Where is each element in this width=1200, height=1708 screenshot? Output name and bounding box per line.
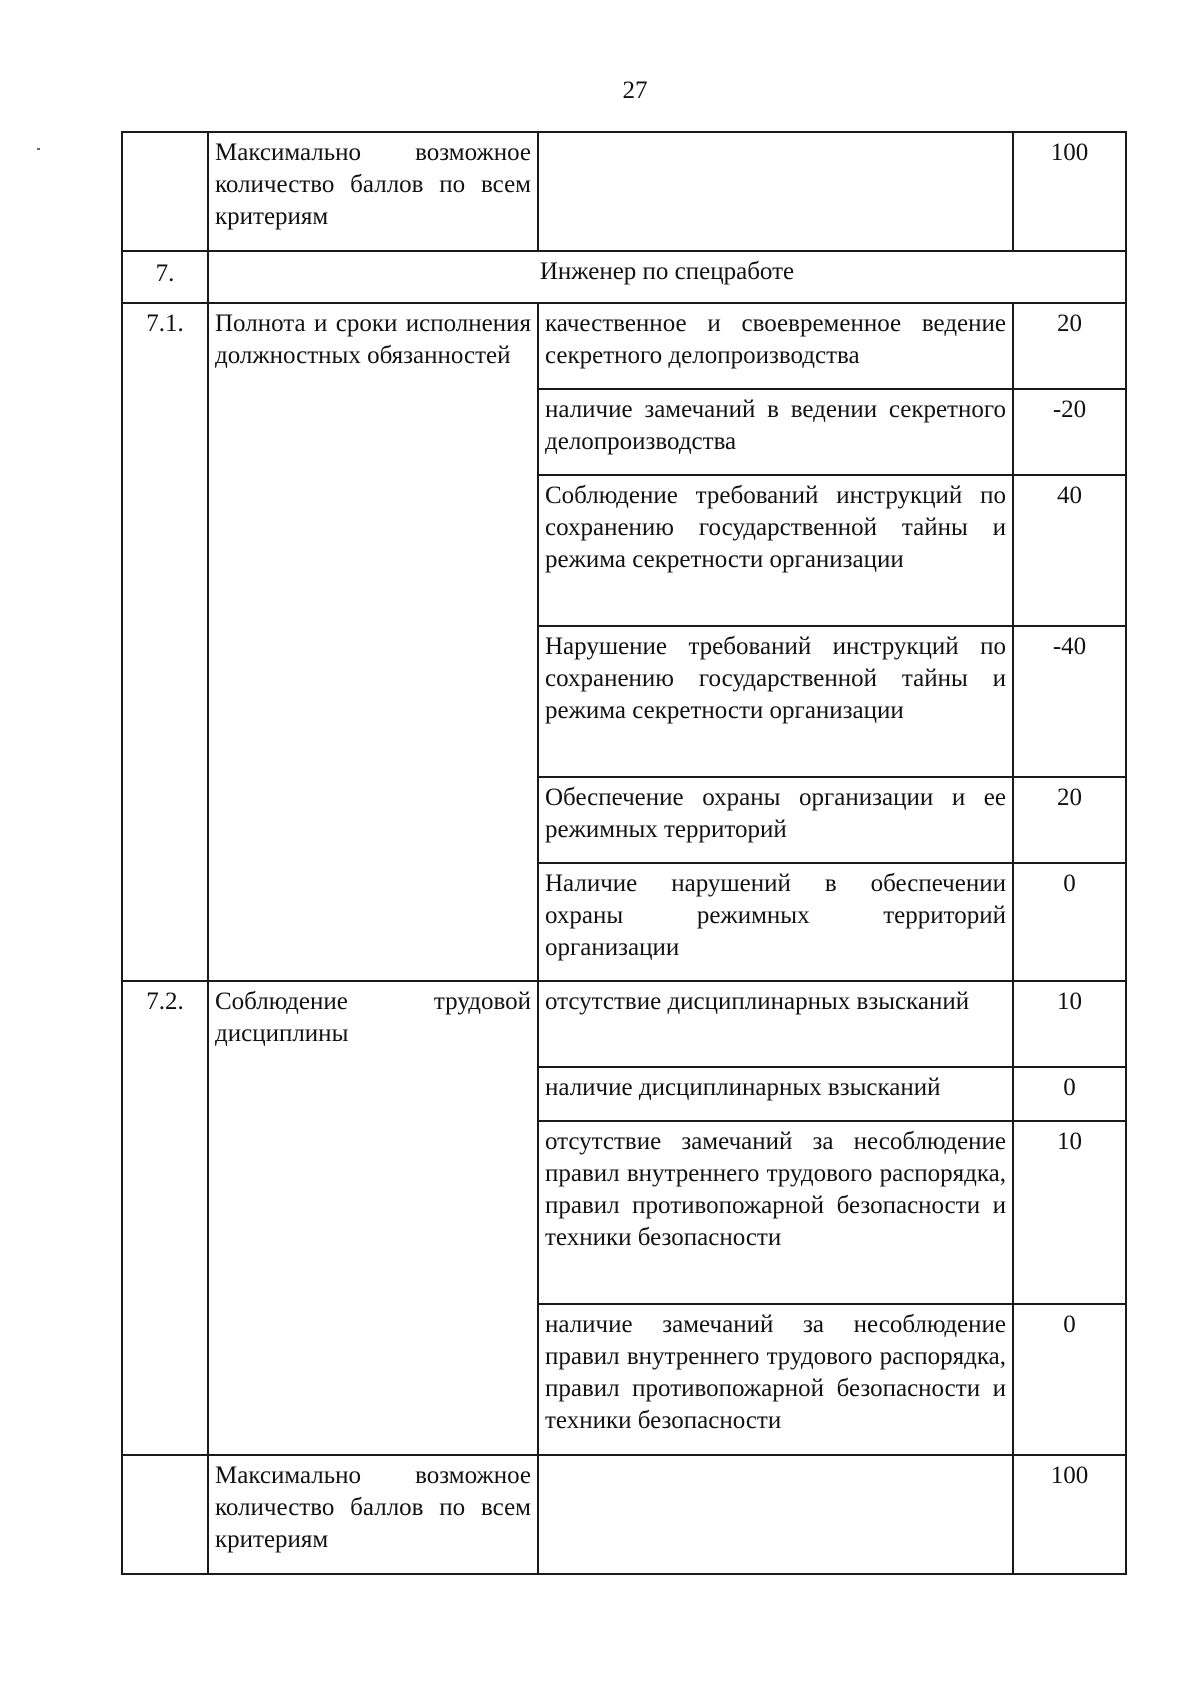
indicator-points: 20 [1013,777,1126,863]
criteria-table [121,131,1127,1575]
number-cell [122,132,208,251]
indicator-text: качественное и своевременное ведение секретного делопроизводства [538,303,1013,389]
indicator-points: -20 [1013,389,1126,475]
max-score-points: 100 [1013,132,1126,251]
table-row-max-bottom [122,1455,1126,1574]
max-score-label: Максимально возможное количество баллов по всем критериям [208,1455,538,1574]
indicator-points: 0 [1013,1067,1126,1121]
number-cell [122,1455,208,1574]
indicator-points: 10 [1013,1121,1126,1304]
indicator-text: Обеспечение охраны организации и ее режимных территорий [538,777,1013,863]
indicator-points: -40 [1013,626,1126,777]
indicator-text: Нарушение требований инструкций по сохранению государственной тайны и режима секретности организации [538,626,1013,777]
indicator-text: отсутствие замечаний за несоблюдение правил внутреннего трудового распорядка, правил противопожарной безопасности и техники безопасности [538,1121,1013,1304]
criterion-number: 7.2. [122,981,208,1455]
criterion-name: Полнота и сроки исполнения должностных обязанностей [208,303,538,981]
indicator-text: наличие замечаний в ведении секретного делопроизводства [538,389,1013,475]
table-row-max-top [122,132,1126,251]
table-row-section [122,251,1126,303]
indicator-points: 10 [1013,981,1126,1067]
indicator-text: Наличие нарушений в обеспечении охраны режимных территорий организации [538,863,1013,981]
empty-indicator-cell [538,132,1013,251]
indicator-points: 40 [1013,475,1126,626]
indicator-text: наличие замечаний за несоблюдение правил внутреннего трудового распорядка, правил противопожарной безопасности и техники безопасности [538,1304,1013,1455]
table-row [122,981,1126,1067]
table-row [122,303,1126,389]
section-title: Инженер по спецработе [208,251,1126,303]
indicator-points: 0 [1013,1304,1126,1455]
section-number: 7. [122,251,208,303]
criterion-number: 7.1. [122,303,208,981]
criterion-name: Соблюдение трудовой дисциплины [208,981,538,1455]
empty-indicator-cell [538,1455,1013,1574]
indicator-points: 0 [1013,863,1126,981]
indicator-text: Соблюдение требований инструкций по сохранению государственной тайны и режима секретности организации [538,475,1013,626]
max-score-label: Максимально возможное количество баллов по всем критериям [208,132,538,251]
max-score-points: 100 [1013,1455,1126,1574]
scan-speck [37,148,40,150]
indicator-text: отсутствие дисциплинарных взысканий [538,981,1013,1067]
indicator-text: наличие дисциплинарных взысканий [538,1067,1013,1121]
indicator-points: 20 [1013,303,1126,389]
page-number: 27 [622,77,648,104]
